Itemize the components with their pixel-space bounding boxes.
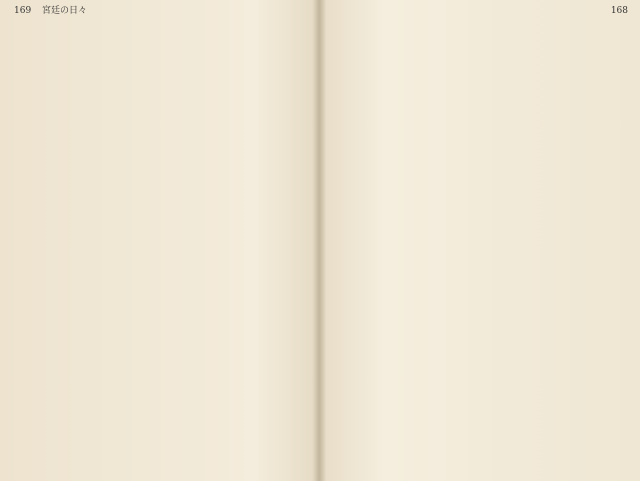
left-page-number: 169 (14, 6, 32, 16)
page-gutter (312, 0, 326, 481)
right-text-block (332, 32, 616, 452)
left-text-block (18, 32, 298, 452)
right-page (326, 0, 640, 481)
running-head: 宮廷の日々 (42, 6, 88, 16)
left-page (0, 0, 314, 481)
right-page-number: 168 (610, 6, 628, 16)
